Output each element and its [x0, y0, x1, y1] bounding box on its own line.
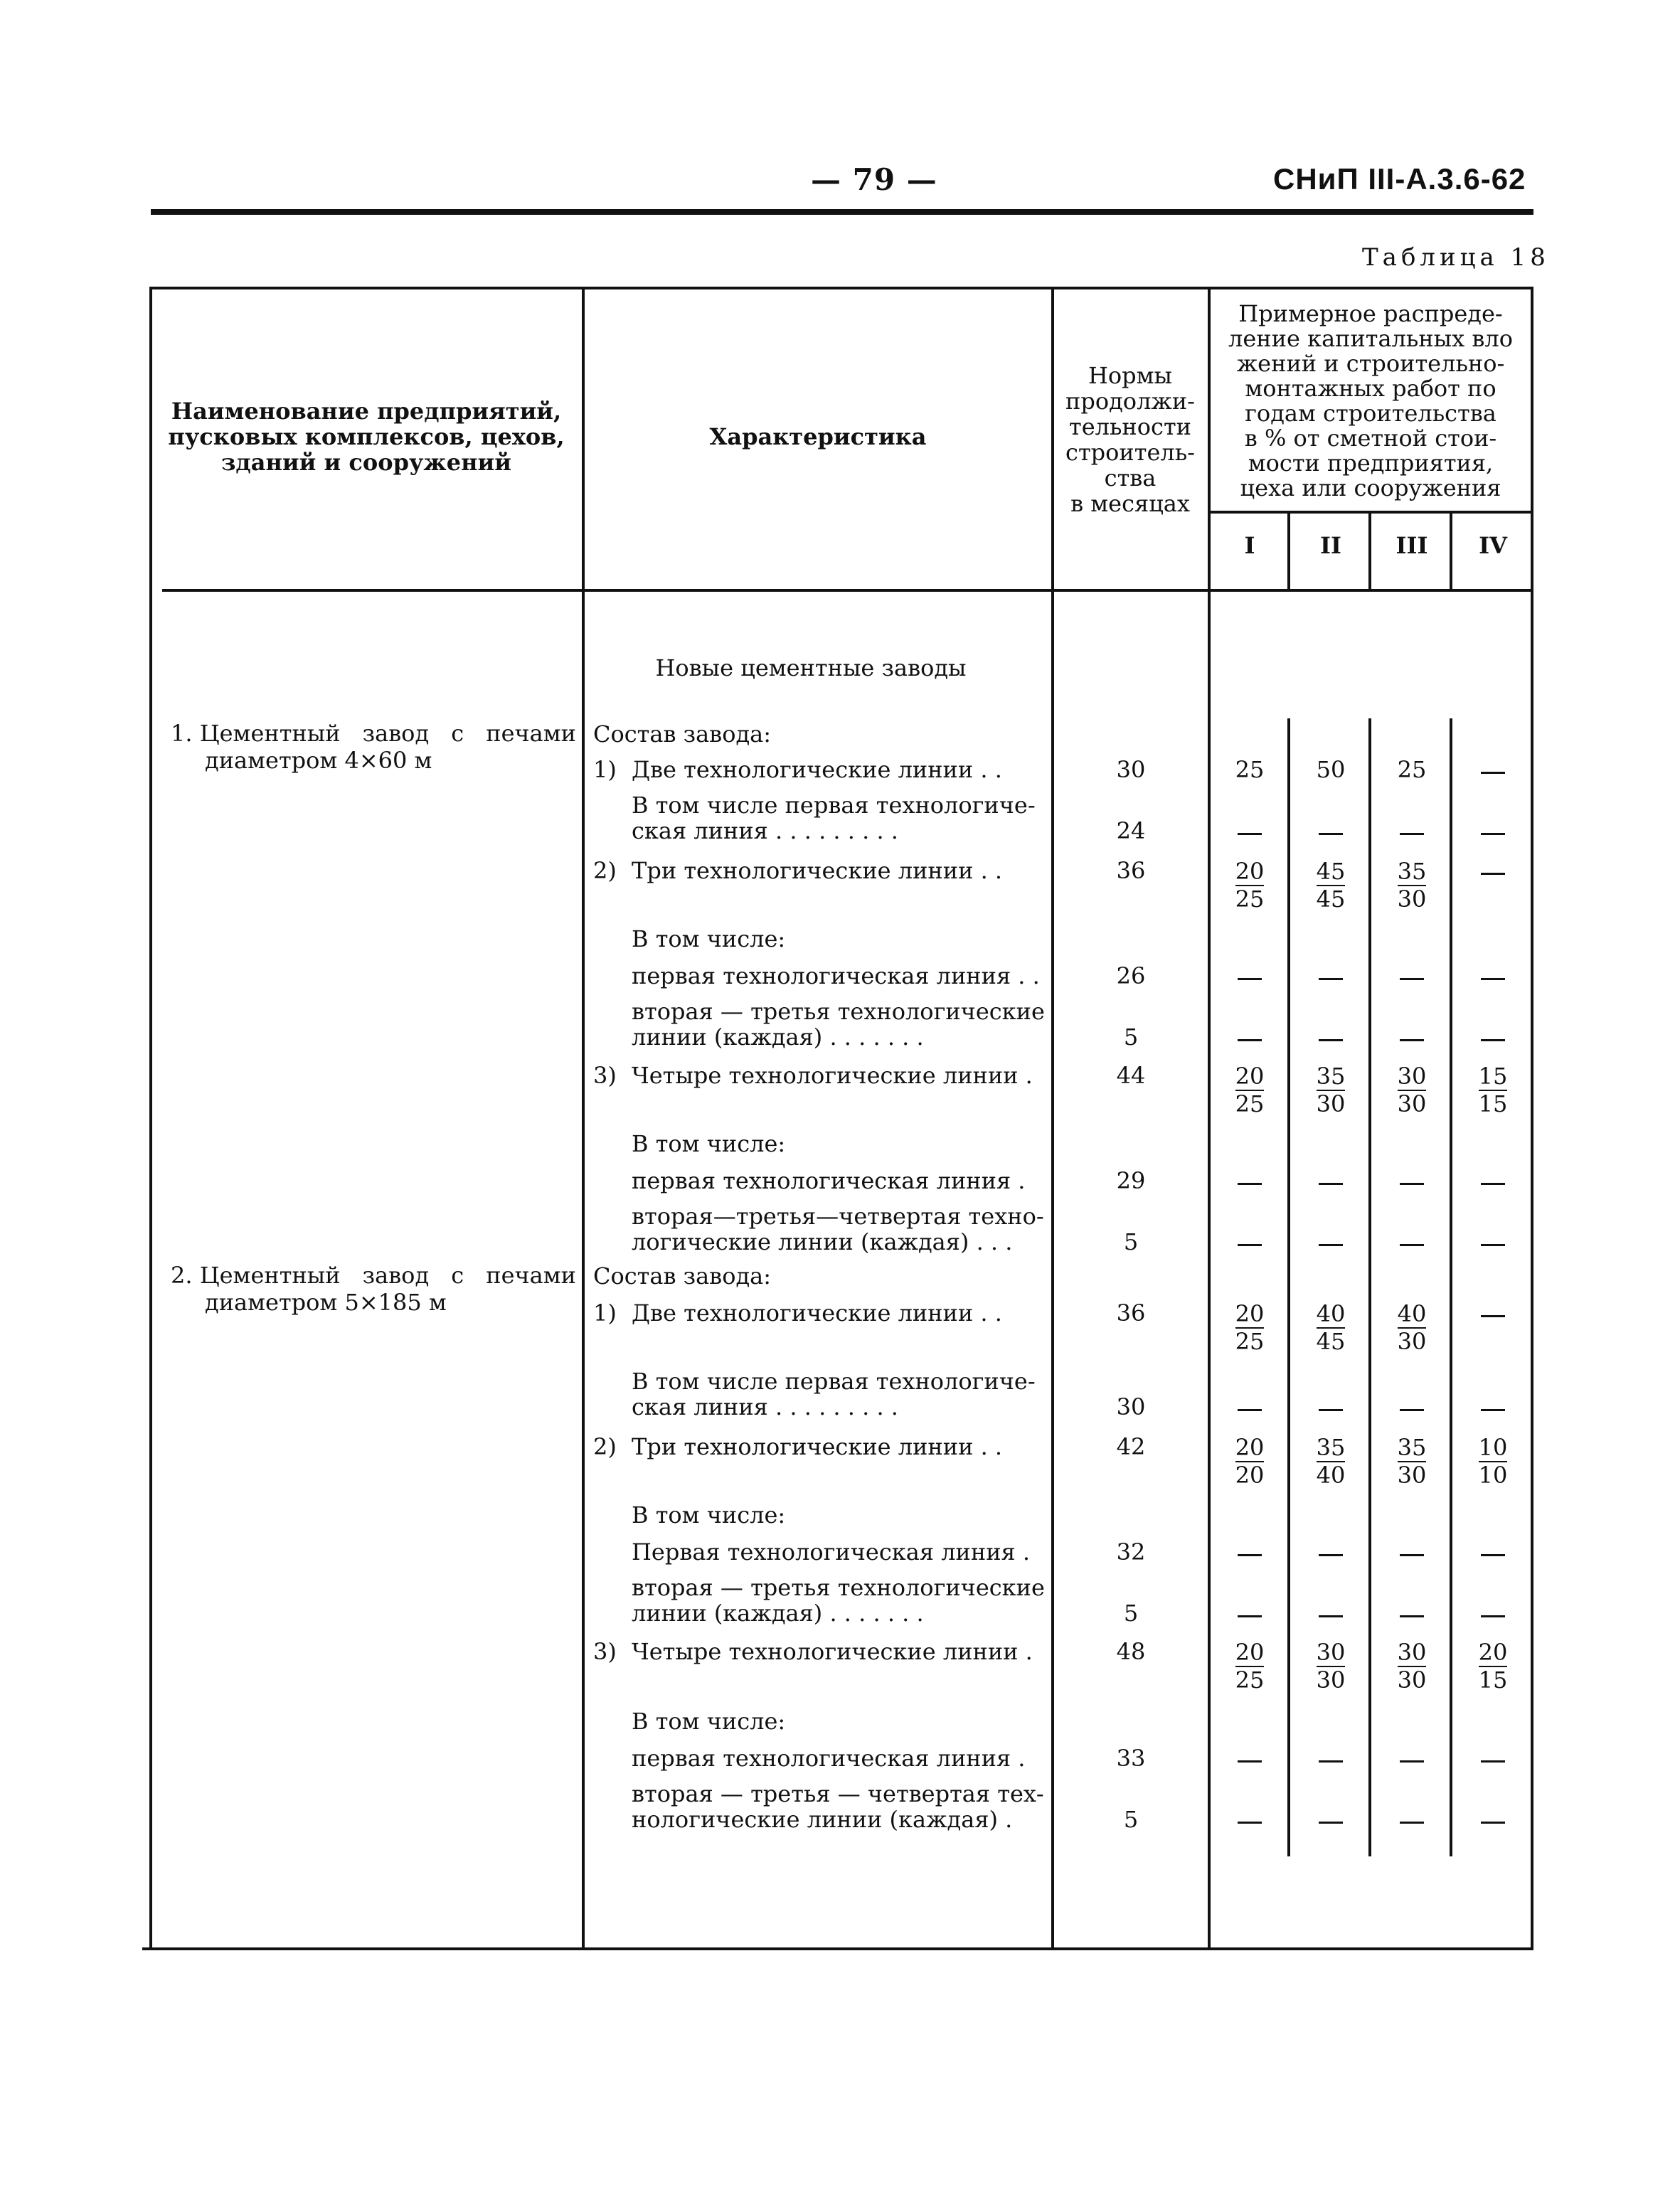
fraction — [1317, 1063, 1346, 1117]
dash-cell — [1454, 1541, 1532, 1566]
dash-mark — [1400, 1183, 1424, 1185]
plant-1-name — [171, 720, 576, 774]
dash-cell — [1454, 1602, 1532, 1627]
fraction — [1317, 1434, 1346, 1488]
plant-2-name — [171, 1262, 576, 1316]
dash-cell — [1454, 1026, 1532, 1051]
dash-cell — [1211, 1230, 1289, 1256]
header-distribution-line: Примерное распреде- — [1238, 300, 1503, 327]
fraction-numerator: 35 — [1316, 1063, 1346, 1090]
table-bottom-border — [142, 1947, 1533, 1950]
dash-cell — [1454, 1169, 1532, 1195]
characteristic-text: В том числе: — [632, 1501, 786, 1529]
col-divider-characteristic — [1051, 287, 1054, 1949]
page-number: — 79 — — [811, 162, 937, 197]
header-distribution-line: жений и строительно- — [1236, 350, 1505, 377]
value-cell: 25 — [1235, 756, 1265, 783]
fraction-numerator: 15 — [1478, 1063, 1508, 1090]
fraction-denominator: 25 — [1235, 1090, 1265, 1117]
dash-cell — [1373, 1026, 1451, 1051]
dash-cell — [1211, 1169, 1289, 1195]
dash-mark — [1481, 833, 1505, 835]
dash-mark — [1238, 978, 1262, 980]
plant-name-word: с — [451, 1262, 464, 1289]
characteristic-text: первая технологическая линия . — [632, 1167, 1026, 1194]
characteristic-text-line-1: вторая — третья технологические — [632, 1574, 1045, 1601]
plant-name-line-2: диаметром 5×185 м — [205, 1289, 447, 1316]
norm-value: 48 — [1116, 1638, 1146, 1665]
dash-cell — [1292, 1169, 1370, 1195]
item-number: 2) — [593, 857, 617, 884]
dash-cell — [1292, 819, 1370, 845]
fraction-numerator: 35 — [1316, 1434, 1346, 1461]
fraction-denominator: 10 — [1478, 1462, 1508, 1489]
characteristic-line — [593, 1434, 1048, 1460]
fraction — [1317, 1300, 1346, 1354]
dash-mark — [1481, 1760, 1505, 1763]
fraction-denominator: 15 — [1478, 1666, 1508, 1694]
header-year-2: II — [1320, 532, 1341, 559]
characteristic-text-line-1: вторая—третья—четвертая техно- — [632, 1203, 1044, 1230]
dash-mark — [1319, 1244, 1343, 1246]
dash-mark — [1238, 1409, 1262, 1411]
fraction-denominator: 30 — [1397, 1462, 1427, 1489]
fraction-denominator: 30 — [1397, 1090, 1427, 1117]
characteristic-text: 2) Три технологические линии . . — [593, 857, 1003, 884]
fraction-cell — [1373, 858, 1451, 912]
header-distribution-line: ление капитальных вло — [1228, 325, 1513, 352]
fraction-denominator: 45 — [1316, 1328, 1346, 1355]
dash-cell — [1454, 758, 1532, 784]
norm-value: 29 — [1116, 1167, 1146, 1194]
header-rule — [151, 209, 1533, 215]
fraction-cell — [1454, 1063, 1532, 1117]
characteristic-subitem — [593, 1745, 1048, 1771]
dash-cell — [1292, 1230, 1370, 1256]
dash-mark — [1481, 1315, 1505, 1317]
dash-cell — [1373, 1169, 1451, 1195]
dash-cell — [1454, 1230, 1532, 1256]
plant-name-line-2: диаметром 4×60 м — [205, 747, 432, 774]
fraction-cell — [1454, 1434, 1532, 1488]
norm-value: 42 — [1116, 1433, 1146, 1460]
norm-value: 30 — [1116, 1393, 1146, 1420]
characteristic-subitem — [593, 792, 1048, 844]
dash-mark — [1319, 1822, 1343, 1824]
dash-mark — [1481, 1244, 1505, 1246]
norm-value: 5 — [1123, 1600, 1139, 1627]
fraction-cell — [1373, 1434, 1451, 1488]
plant-name-word: печами — [486, 720, 576, 747]
characteristic-item — [593, 757, 1048, 782]
dash-mark — [1400, 1822, 1424, 1824]
plant-name-word: 1. Цементный — [171, 720, 341, 747]
header-distribution-line: в % от сметной стои- — [1244, 425, 1497, 452]
characteristic-subitem — [593, 999, 1048, 1050]
characteristic-text: В том числе: — [632, 925, 786, 952]
fraction-denominator: 25 — [1235, 1666, 1265, 1694]
dash-cell — [1211, 1395, 1289, 1421]
fraction-numerator: 10 — [1478, 1434, 1508, 1461]
dash-cell — [1454, 859, 1532, 885]
fraction-numerator: 20 — [1235, 1300, 1265, 1327]
header-norms-line: ства — [1104, 464, 1157, 491]
header-name-line: Наименование предприятий, — [171, 398, 562, 425]
characteristic-item — [593, 1063, 1048, 1088]
characteristic-text-line-2: ская линия . . . . . . . . . — [632, 817, 898, 844]
dash-cell — [1211, 1747, 1289, 1772]
norm-value: 36 — [1116, 1299, 1146, 1327]
fraction-denominator: 25 — [1235, 886, 1265, 913]
table-top-border — [149, 287, 1533, 289]
characteristic-subitem — [593, 1539, 1048, 1565]
characteristic-item — [593, 858, 1048, 883]
characteristic-text: Первая технологическая линия . — [632, 1538, 1031, 1565]
header-characteristic: Характеристика — [709, 423, 927, 450]
fraction-numerator: 35 — [1397, 1434, 1427, 1461]
fraction-denominator: 30 — [1397, 1328, 1427, 1355]
fraction-denominator: 30 — [1316, 1666, 1346, 1694]
dash-cell — [1373, 1602, 1451, 1627]
dash-mark — [1481, 1409, 1505, 1411]
header-name-line: пусковых комплексов, цехов, — [168, 423, 565, 450]
item-number: 1) — [593, 1299, 617, 1327]
characteristic-subitem — [593, 963, 1048, 989]
header-distribution-line: годам строительства — [1245, 400, 1496, 427]
characteristic-subitem — [593, 1131, 1048, 1157]
fraction-denominator: 30 — [1397, 886, 1427, 913]
value-cell: 25 — [1397, 756, 1427, 783]
characteristic-line — [593, 757, 1048, 782]
characteristic-item — [593, 1639, 1048, 1664]
fraction-cell — [1292, 858, 1370, 912]
dash-mark — [1319, 1554, 1343, 1556]
fraction-denominator: 45 — [1316, 886, 1346, 913]
dash-mark — [1319, 1760, 1343, 1763]
fraction — [1479, 1434, 1508, 1488]
norm-value: 26 — [1116, 962, 1146, 989]
header-norms-line: в месяцах — [1070, 490, 1190, 517]
fraction-denominator: 20 — [1235, 1462, 1265, 1489]
dash-cell — [1373, 964, 1451, 990]
norm-value: 36 — [1116, 857, 1146, 884]
header-distribution — [1213, 302, 1528, 501]
dash-mark — [1238, 1760, 1262, 1763]
fraction-cell — [1292, 1300, 1370, 1354]
characteristic-subitem — [593, 1575, 1048, 1626]
item-number: 3) — [593, 1638, 617, 1665]
dash-mark — [1319, 833, 1343, 835]
fraction-numerator: 30 — [1316, 1639, 1346, 1666]
dash-cell — [1211, 819, 1289, 845]
characteristic-subitem — [593, 1781, 1048, 1832]
dash-mark — [1238, 1554, 1262, 1556]
dash-mark — [1238, 833, 1262, 835]
fraction-cell — [1211, 1434, 1289, 1488]
dash-cell — [1373, 1808, 1451, 1834]
fraction-cell — [1292, 1639, 1370, 1693]
norm-value: 30 — [1116, 756, 1146, 783]
fraction-denominator: 25 — [1235, 1328, 1265, 1355]
characteristic-text-line-2: логические линии (каждая) . . . — [632, 1228, 1013, 1255]
fraction-numerator: 30 — [1397, 1063, 1427, 1090]
fraction-cell — [1454, 1639, 1532, 1693]
header-norms-line: тельности — [1069, 413, 1191, 440]
characteristic-subitem — [593, 1203, 1048, 1255]
item-number: 1) — [593, 756, 617, 783]
dash-mark — [1481, 873, 1505, 875]
dash-mark — [1481, 1183, 1505, 1185]
dash-mark — [1481, 978, 1505, 980]
fraction — [1479, 1063, 1508, 1117]
fraction-numerator: 20 — [1235, 1639, 1265, 1666]
fraction-denominator: 30 — [1316, 1090, 1346, 1117]
plant-name-word: 2. Цементный — [171, 1262, 341, 1289]
document-id: СНиП III-А.3.6-62 — [1273, 162, 1526, 196]
dash-cell — [1292, 1395, 1370, 1421]
fraction — [1398, 1639, 1427, 1693]
header-name-column — [164, 398, 569, 475]
header-distribution-line: цеха или сооружения — [1240, 474, 1501, 501]
characteristic-text: первая технологическая линия . . — [632, 962, 1040, 989]
dash-cell — [1292, 964, 1370, 990]
dash-mark — [1481, 1554, 1505, 1556]
fraction-cell — [1211, 1639, 1289, 1693]
norm-value: 24 — [1116, 817, 1146, 844]
header-year-4: IV — [1479, 532, 1507, 559]
fraction — [1398, 1300, 1427, 1354]
fraction-denominator: 30 — [1397, 1666, 1427, 1694]
dash-cell — [1292, 1026, 1370, 1051]
characteristic-text: 3) Четыре технологические линии . — [593, 1062, 1033, 1089]
characteristic-line — [593, 1639, 1048, 1664]
characteristic-line — [593, 1300, 1048, 1326]
characteristic-text: 2) Три технологические линии . . — [593, 1433, 1003, 1460]
dash-mark — [1481, 1822, 1505, 1824]
item-number: 2) — [593, 1433, 617, 1460]
fraction — [1398, 1063, 1427, 1117]
dash-cell — [1373, 819, 1451, 845]
characteristic-text: 3) Четыре технологические линии . — [593, 1638, 1033, 1665]
fraction-cell — [1211, 858, 1289, 912]
characteristic-text-line-1: В том числе первая технологиче- — [632, 792, 1036, 819]
table-caption: Таблица 18 — [1362, 243, 1550, 272]
characteristic-text-line-2: ская линия . . . . . . . . . — [632, 1393, 898, 1420]
dash-mark — [1481, 1039, 1505, 1041]
dash-mark — [1400, 1760, 1424, 1763]
dash-cell — [1292, 1747, 1370, 1772]
dash-cell — [1454, 1395, 1532, 1421]
dash-mark — [1238, 1039, 1262, 1041]
header-norms — [1056, 363, 1205, 516]
fraction — [1235, 1639, 1265, 1693]
header-year-3: III — [1395, 532, 1428, 559]
dash-mark — [1400, 978, 1424, 980]
item-number: 3) — [593, 1062, 617, 1089]
characteristic-item — [593, 1434, 1048, 1460]
header-norms-line: строитель- — [1065, 439, 1195, 466]
dash-cell — [1454, 964, 1532, 990]
dash-cell — [1211, 1602, 1289, 1627]
dash-cell — [1292, 1541, 1370, 1566]
dash-cell — [1454, 819, 1532, 845]
norm-value: 32 — [1116, 1538, 1146, 1565]
value-cell: 50 — [1316, 756, 1346, 783]
fraction — [1317, 858, 1346, 912]
characteristic-text: 1) Две технологические линии . . — [593, 756, 1002, 783]
dash-mark — [1319, 1183, 1343, 1185]
plant-name-word: печами — [486, 1262, 576, 1289]
plant-name-word: завод — [362, 1262, 430, 1289]
dash-cell — [1373, 1230, 1451, 1256]
fraction-numerator: 20 — [1478, 1639, 1508, 1666]
characteristic-text-line-2: линии (каждая) . . . . . . . — [632, 1600, 924, 1627]
section-title: Новые цементные заводы — [655, 654, 967, 681]
characteristic-line — [593, 1063, 1048, 1088]
dash-cell — [1211, 1808, 1289, 1834]
characteristic-subitem — [593, 1708, 1048, 1734]
dash-cell — [1292, 1808, 1370, 1834]
fraction — [1398, 858, 1427, 912]
characteristic-text: В том числе: — [632, 1130, 786, 1157]
fraction-cell — [1211, 1063, 1289, 1117]
header-norms-line: Нормы — [1088, 362, 1172, 389]
dash-mark — [1400, 1039, 1424, 1041]
header-name-line: зданий и сооружений — [221, 449, 511, 476]
dash-mark — [1238, 1244, 1262, 1246]
header-year-1: I — [1244, 532, 1255, 559]
characteristic-text-line-2: линии (каждая) . . . . . . . — [632, 1024, 924, 1051]
fraction-denominator: 15 — [1478, 1090, 1508, 1117]
dash-mark — [1319, 978, 1343, 980]
dash-cell — [1454, 1808, 1532, 1834]
fraction — [1235, 1300, 1265, 1354]
dash-cell — [1211, 964, 1289, 990]
dash-mark — [1238, 1822, 1262, 1824]
fraction-cell — [1211, 1300, 1289, 1354]
fraction — [1479, 1639, 1508, 1693]
fraction-denominator: 40 — [1316, 1462, 1346, 1489]
characteristic-subitem — [593, 1368, 1048, 1420]
norm-value: 44 — [1116, 1062, 1146, 1089]
fraction — [1398, 1434, 1427, 1488]
dash-mark — [1319, 1409, 1343, 1411]
dash-mark — [1400, 1244, 1424, 1246]
fraction-numerator: 35 — [1397, 858, 1427, 885]
table-left-border — [149, 287, 152, 1949]
dash-mark — [1238, 1183, 1262, 1185]
header-distribution-line: монтажных работ по — [1245, 375, 1496, 402]
fraction-cell — [1292, 1434, 1370, 1488]
table-header-bottom-border — [162, 589, 1533, 592]
characteristic-subitem — [593, 1502, 1048, 1528]
dash-cell — [1373, 1395, 1451, 1421]
dash-mark — [1400, 833, 1424, 835]
fraction — [1235, 1063, 1265, 1117]
dash-mark — [1481, 772, 1505, 774]
dash-mark — [1319, 1615, 1343, 1617]
dash-mark — [1319, 1039, 1343, 1041]
dash-mark — [1400, 1409, 1424, 1411]
dash-cell — [1211, 1026, 1289, 1051]
dash-mark — [1238, 1615, 1262, 1617]
fraction-cell — [1292, 1063, 1370, 1117]
norm-value: 5 — [1123, 1024, 1139, 1051]
fraction — [1317, 1639, 1346, 1693]
fraction-numerator: 20 — [1235, 1063, 1265, 1090]
col-divider-name — [582, 287, 585, 1949]
header-distribution-line: мости предприятия, — [1248, 450, 1494, 477]
fraction-numerator: 40 — [1316, 1300, 1346, 1327]
fraction-cell — [1373, 1639, 1451, 1693]
fraction — [1235, 858, 1265, 912]
characteristic-text-line-1: вторая — третья — четвертая тех- — [632, 1780, 1044, 1807]
fraction-cell — [1373, 1063, 1451, 1117]
characteristic-text-line-1: вторая — третья технологические — [632, 998, 1045, 1025]
dash-mark — [1400, 1615, 1424, 1617]
composition-heading: Состав завода: — [593, 1262, 772, 1290]
characteristic-text: В том числе: — [632, 1708, 786, 1735]
characteristic-item — [593, 1300, 1048, 1326]
fraction-numerator: 20 — [1235, 858, 1265, 885]
norm-value: 33 — [1116, 1745, 1146, 1772]
characteristic-text-line-2: нологические линии (каждая) . — [632, 1806, 1013, 1833]
characteristic-line — [593, 858, 1048, 883]
dash-cell — [1373, 1541, 1451, 1566]
dash-cell — [1454, 1302, 1532, 1327]
fraction-numerator: 30 — [1397, 1639, 1427, 1666]
dash-cell — [1292, 1602, 1370, 1627]
norm-value: 5 — [1123, 1806, 1139, 1833]
characteristic-subitem — [593, 1168, 1048, 1193]
characteristic-text: 1) Две технологические линии . . — [593, 1299, 1002, 1327]
fraction-cell — [1373, 1300, 1451, 1354]
norm-value: 5 — [1123, 1228, 1139, 1255]
dash-cell — [1454, 1747, 1532, 1772]
characteristic-subitem — [593, 926, 1048, 952]
dash-cell — [1373, 1747, 1451, 1772]
plant-name-word: с — [451, 720, 464, 747]
dash-mark — [1400, 1554, 1424, 1556]
composition-heading: Состав завода: — [593, 721, 772, 748]
characteristic-text: первая технологическая линия . — [632, 1745, 1026, 1772]
plant-name-word: завод — [362, 720, 430, 747]
fraction-numerator: 45 — [1316, 858, 1346, 885]
characteristic-text-line-1: В том числе первая технологиче- — [632, 1368, 1036, 1395]
header-norms-line: продолжи- — [1065, 388, 1195, 415]
dash-cell — [1211, 1541, 1289, 1566]
dash-mark — [1481, 1615, 1505, 1617]
fraction-numerator: 20 — [1235, 1434, 1265, 1461]
fraction-numerator: 40 — [1397, 1300, 1427, 1327]
fraction — [1235, 1434, 1265, 1488]
